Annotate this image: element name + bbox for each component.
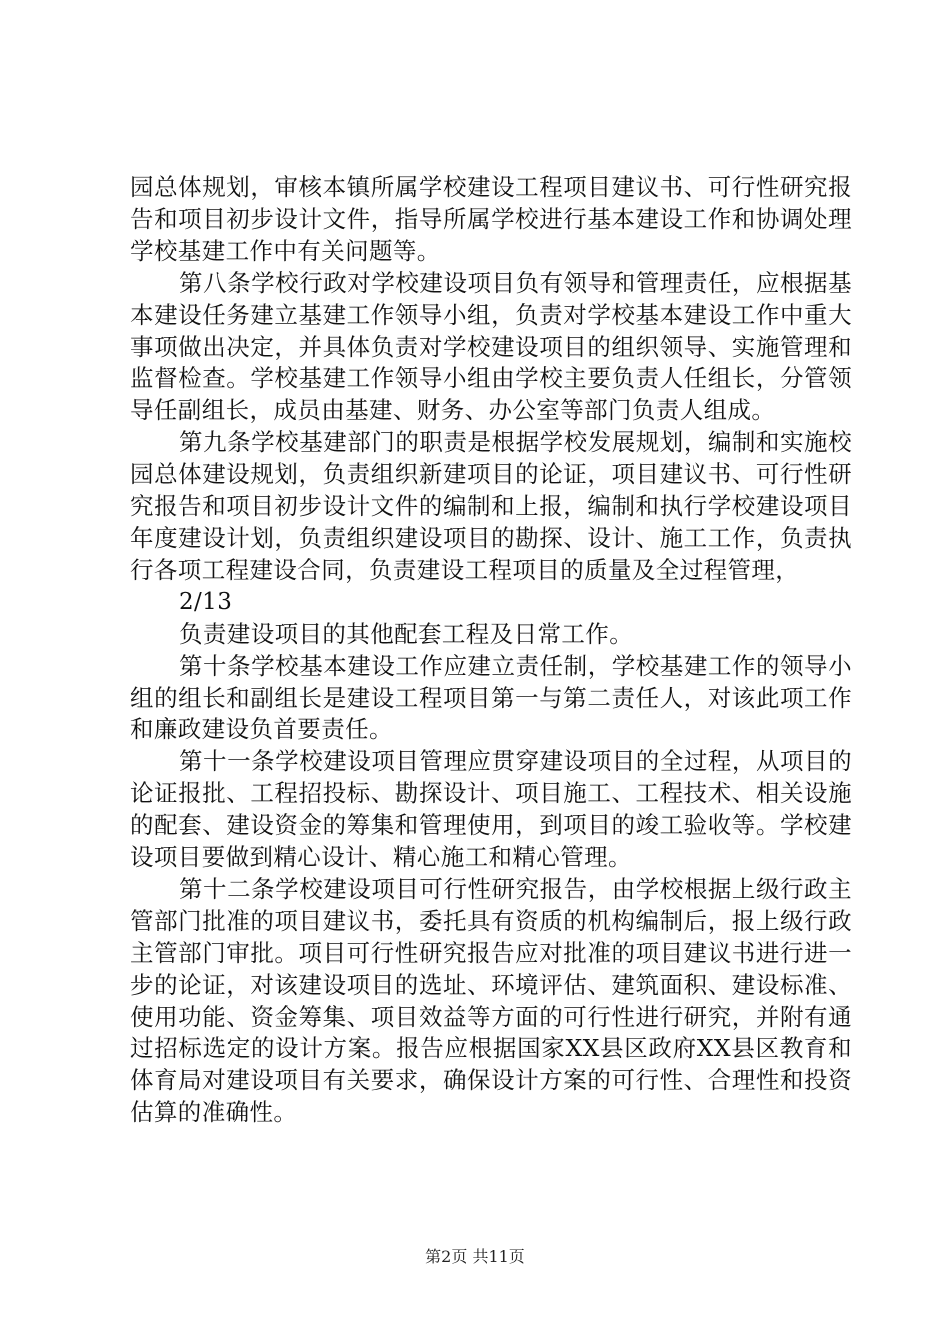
- document-body: [130, 172, 852, 1129]
- inline-page-number: 2/13: [179, 588, 233, 615]
- paragraph-continuation-2: 负责建设项目的其他配套工程及日常工作。: [179, 619, 634, 648]
- paragraph-article-11: 第十一条学校建设项目管理应贯穿建设项目的全过程，从项目的论证报批、工程招投标、勘探设计、项目施工、工程技术、相关设施的配套、建设资金的筹集和管理使用，到项目的竣工验收等。学校建设项目要做到精心设计、精心施工和精心管理。: [130, 747, 852, 872]
- paragraph-article-9: 第九条学校基建部门的职责是根据学校发展规划，编制和实施校园总体建设规划，负责组织新建项目的论证，项目建议书、可行性研究报告和项目初步设计文件的编制和上报，编制和执行学校建设项目年度建设计划，负责组织建设项目的勘探、设计、施工工作，负责执行各项工程建设合同，负责建设工程项目的质量及全过程管理，: [130, 428, 852, 584]
- paragraph-article-8: 第八条学校行政对学校建设项目负有领导和管理责任，应根据基本建设任务建立基建工作领导小组，负责对学校基本建设工作中重大事项做出决定，并具体负责对学校建设项目的组织领导、实施管理和监督检查。学校基建工作领导小组由学校主要负责人任组长，分管领导任副组长，成员由基建、财务、办公室等部门负责人组成。: [130, 268, 852, 425]
- paragraph-article-12: 第十二条学校建设项目可行性研究报告，由学校根据上级行政主管部门批准的项目建议书，委托具有资质的机构编制后，报上级行政主管部门审批。项目可行性研究报告应对批准的项目建议书进行进一步的论证，对该建设项目的选址、环境评估、建筑面积、建设标准、使用功能、资金筹集、项目效益等方面的可行性进行研究，并附有通过招标选定的设计方案。报告应根据国家XX县区政府XX县区教育和体育局对建设项目有关要求，确保设计方案的可行性、合理性和投资估算的准确性。: [130, 874, 852, 1127]
- page-footer: 第2页 共11页: [425, 1247, 525, 1266]
- paragraph-article-10: 第十条学校基本建设工作应建立责任制，学校基建工作的领导小组的组长和副组长是建设工程项目第一与第二责任人，对该此项工作和廉政建设负首要责任。: [130, 651, 852, 744]
- paragraph-continuation: 园总体规划，审核本镇所属学校建设工程项目建议书、可行性研究报告和项目初步设计文件，指导所属学校进行基本建设工作和协调处理学校基建工作中有关问题等。: [130, 173, 852, 265]
